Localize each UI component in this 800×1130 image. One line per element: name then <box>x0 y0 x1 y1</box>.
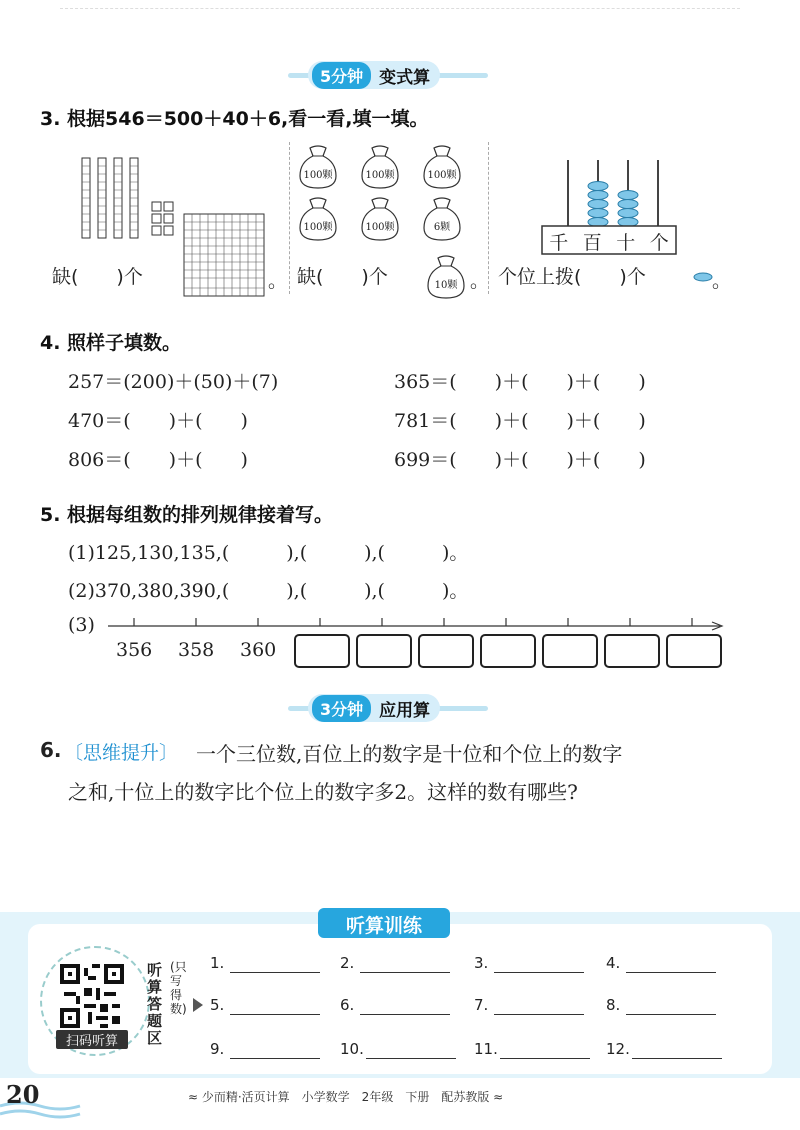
answer-area-note: (只写得数) <box>170 960 187 1016</box>
nl-number-358: 358 <box>178 639 215 661</box>
bag-icon <box>358 144 402 190</box>
answer-number: 1. <box>210 954 225 972</box>
bag-icon <box>296 196 340 242</box>
answer-number: 5. <box>210 996 225 1014</box>
q5-line3-label: (3) <box>68 614 95 636</box>
answer-line[interactable] <box>230 972 320 973</box>
bag-icon <box>420 196 464 242</box>
abacus-label-thousands: 千 <box>549 232 569 254</box>
q3-part1-end: 。 <box>268 270 288 292</box>
q3-part3-text: 个位上拨( )个 <box>498 266 646 288</box>
section-label: 变式算 <box>379 67 431 88</box>
answer-number: 7. <box>474 996 489 1014</box>
page-number: 20 <box>6 1080 40 1109</box>
q6-number: 6. <box>40 738 62 762</box>
nl-number-360: 360 <box>240 639 277 661</box>
bag-label: 100颗 <box>365 222 395 233</box>
footer-text: ≈ 少而精·活页计算 小学数学 2年级 下册 配苏教版 ≈ <box>188 1090 504 1104</box>
q6-text-line1: 一个三位数,百位上的数字是十位和个位上的数字 <box>196 742 623 766</box>
answer-number: 2. <box>340 954 355 972</box>
answer-box[interactable] <box>604 634 660 668</box>
arrow-right-icon <box>193 998 203 1012</box>
answer-box[interactable] <box>480 634 536 668</box>
nl-number-356: 356 <box>116 639 153 661</box>
q5-title: 5. 根据每组数的排列规律接着写。 <box>40 504 334 526</box>
q5-line1: (1)125,130,135,( ),( ),( )。 <box>68 542 469 564</box>
answer-line[interactable] <box>494 1014 584 1015</box>
answer-line[interactable] <box>626 972 716 973</box>
section-label: 应用算 <box>379 700 431 721</box>
number-line <box>100 612 730 636</box>
bag-label: 100颗 <box>365 170 395 181</box>
section-header-3min <box>0 694 800 722</box>
answer-number: 8. <box>606 996 621 1014</box>
abacus-label-tens: 十 <box>616 232 636 254</box>
answer-box[interactable] <box>418 634 474 668</box>
listening-title: 听算训练 <box>345 915 422 937</box>
q4-row2-right: 781＝( )＋( )＋( ) <box>394 410 646 432</box>
q4-row1-right: 365＝( )＋( )＋( ) <box>394 371 646 393</box>
abacus-label-hundreds: 百 <box>582 232 602 254</box>
qr-label: 扫码听算 <box>56 1030 128 1049</box>
answer-line[interactable] <box>360 1014 450 1015</box>
q4-row3-left: 806＝( )＋( ) <box>68 449 248 471</box>
answer-line[interactable] <box>366 1058 456 1059</box>
bag-label: 100颗 <box>303 222 333 233</box>
bag-icon <box>296 144 340 190</box>
abacus-label-ones: 个 <box>649 232 669 254</box>
bag-label: 6颗 <box>433 222 451 233</box>
q3-part1-text: 缺( )个 <box>52 266 143 288</box>
answer-number: 3. <box>474 954 489 972</box>
answer-number: 10. <box>340 1040 364 1058</box>
abacus-labels <box>542 228 676 255</box>
answer-line[interactable] <box>494 972 584 973</box>
bag-label: 10颗 <box>434 280 458 291</box>
answer-number: 4. <box>606 954 621 972</box>
section-time: 5分钟 <box>312 62 371 89</box>
bag-label: 100颗 <box>303 170 333 181</box>
answer-box[interactable] <box>666 634 722 668</box>
qr-code-icon[interactable] <box>60 964 124 1028</box>
bead-icon <box>693 272 713 282</box>
answer-line[interactable] <box>230 1058 320 1059</box>
top-border <box>60 8 740 10</box>
answer-box[interactable] <box>542 634 598 668</box>
section-time: 3分钟 <box>312 695 371 722</box>
answer-number: 9. <box>210 1040 225 1058</box>
q5-line2: (2)370,380,390,( ),( ),( )。 <box>68 580 469 602</box>
bag-icon <box>424 254 468 300</box>
answer-number: 6. <box>340 996 355 1014</box>
q4-title: 4. 照样子填数。 <box>40 332 182 354</box>
answer-number: 11. <box>474 1040 498 1058</box>
q3-part2-end: 。 <box>470 270 490 292</box>
bag-label: 100颗 <box>427 170 457 181</box>
q4-row3-right: 699＝( )＋( )＋( ) <box>394 449 646 471</box>
bag-icon <box>420 144 464 190</box>
q3-part2-text: 缺( )个 <box>297 266 388 288</box>
q4-row1-left: 257＝(200)＋(50)＋(7) <box>68 371 279 393</box>
q6-tag: 〔思维提升〕 <box>64 742 179 764</box>
q3-title: 3. 根据546＝500＋40＋6,看一看,填一填。 <box>40 108 429 130</box>
answer-box[interactable] <box>356 634 412 668</box>
answer-line[interactable] <box>626 1014 716 1015</box>
bag-icon <box>358 196 402 242</box>
answer-line[interactable] <box>230 1014 320 1015</box>
section-header-5min <box>0 61 800 89</box>
q6-text-line2: 之和,十位上的数字比个位上的数字多2。这样的数有哪些? <box>68 780 578 804</box>
answer-area-label: 听算答题区 <box>147 961 163 1047</box>
q3-part3-end: 。 <box>712 270 732 292</box>
q4-row2-left: 470＝( )＋( ) <box>68 410 248 432</box>
answer-line[interactable] <box>632 1058 722 1059</box>
separator <box>289 142 290 294</box>
answer-box[interactable] <box>294 634 350 668</box>
answer-line[interactable] <box>360 972 450 973</box>
answer-number: 12. <box>606 1040 630 1058</box>
answer-line[interactable] <box>500 1058 590 1059</box>
